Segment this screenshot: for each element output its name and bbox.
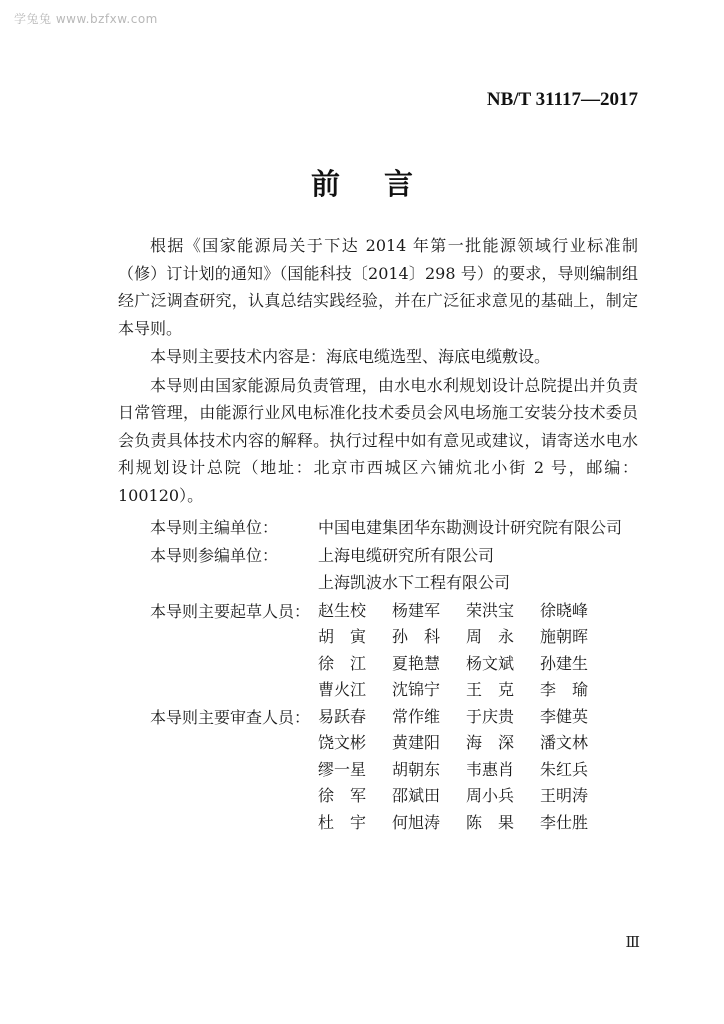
person-name: 陈 果: [466, 812, 515, 832]
person-name: 饶文彬: [318, 733, 367, 752]
drafters-block: [118, 598, 658, 704]
person-name: 施朝晖: [540, 627, 589, 646]
person-name: 杜 宇: [318, 812, 367, 832]
co-editors-row: [118, 542, 658, 597]
person-name: 胡 寅: [318, 627, 367, 646]
person-name: 孙建生: [540, 653, 589, 673]
person-name: 徐 江: [318, 653, 367, 673]
person-name: 李仕胜: [540, 812, 589, 832]
person-name: 曹火江: [318, 680, 367, 699]
person-name: 胡朝东: [392, 759, 441, 779]
person-name: 何旭涛: [392, 812, 441, 832]
person-name: 杨文斌: [466, 653, 515, 673]
standard-code: NB/T 31117—2017: [486, 89, 638, 110]
co-editors-values: [318, 542, 658, 597]
person-name: 海 深: [466, 733, 515, 752]
person-name: 邵斌田: [392, 786, 441, 805]
person-name: 荣洪宝: [466, 600, 515, 620]
co-editor-org: 上海电缆研究所有限公司: [318, 545, 495, 565]
person-name: 夏艳慧: [392, 653, 441, 673]
person-name: 于庆贵: [466, 706, 515, 726]
person-name: 黄建阳: [392, 733, 441, 752]
page-title: 前言: [310, 167, 457, 201]
co-editor-org: 上海凯波水下工程有限公司: [318, 573, 511, 592]
drafters-label: 本导则主要起草人员：: [150, 601, 311, 621]
watermark: 学兔兔 www.bzfxw.com: [14, 12, 158, 26]
person-name: 潘文林: [540, 733, 589, 752]
person-name: 徐晓峰: [540, 600, 589, 620]
editor-value: [318, 514, 658, 542]
editor-label: 本导则主编单位：: [150, 518, 279, 537]
person-name: 周小兵: [466, 786, 515, 805]
editor-row: [118, 514, 658, 542]
person-name: 缪一星: [318, 759, 367, 779]
editor-org: 中国电建集团华东勘测设计研究院有限公司: [318, 518, 623, 537]
reviewers-block: [118, 704, 658, 837]
page-number: Ⅲ: [625, 935, 640, 951]
person-name: 王 克: [466, 680, 515, 699]
person-name: 常作维: [392, 706, 441, 726]
person-name: 杨建军: [392, 600, 441, 620]
contributors-section: [118, 514, 658, 836]
preface-body: [118, 232, 638, 509]
person-name: 李健英: [540, 706, 589, 726]
co-editors-label: 本导则参编单位：: [150, 545, 279, 565]
person-name: 沈锦宁: [392, 680, 441, 699]
paragraph: 本导则主要技术内容是：海底电缆选型、海底电缆敷设。: [150, 347, 551, 366]
person-name: 周 永: [466, 627, 515, 646]
paragraph: 根据《国家能源局关于下达 2014 年第一批能源领域行业标准制（修）订计划的通知》（国能科技〔2014〕298 号）的要求，导则编制组经广泛调查研究，认真总结实践经验，并在广泛征求意见的基础上，制定本导则。: [118, 236, 638, 338]
person-name: 朱红兵: [540, 759, 589, 779]
person-name: 赵生校: [318, 600, 367, 620]
person-name: 韦惠肖: [466, 759, 515, 779]
reviewers-label: 本导则主要审查人员：: [150, 707, 311, 727]
person-name: 孙 科: [392, 627, 441, 646]
drafters-grid: [318, 598, 658, 704]
person-name: 王明涛: [540, 786, 589, 805]
paragraph: 本导则由国家能源局负责管理，由水电水利规划设计总院提出并负责日常管理，由能源行业风电标准化技术委员会风电场施工安装分技术委员会负责具体技术内容的解释。执行过程中如有意见或建议，请寄送水电水利规划设计总院（地址：北京市西城区六铺炕北小街 2 号，邮编：100120）。: [118, 375, 638, 505]
person-name: 徐 军: [318, 786, 367, 805]
person-name: 李 瑜: [540, 680, 589, 699]
reviewers-grid: [318, 704, 658, 837]
person-name: 易跃春: [318, 706, 367, 726]
